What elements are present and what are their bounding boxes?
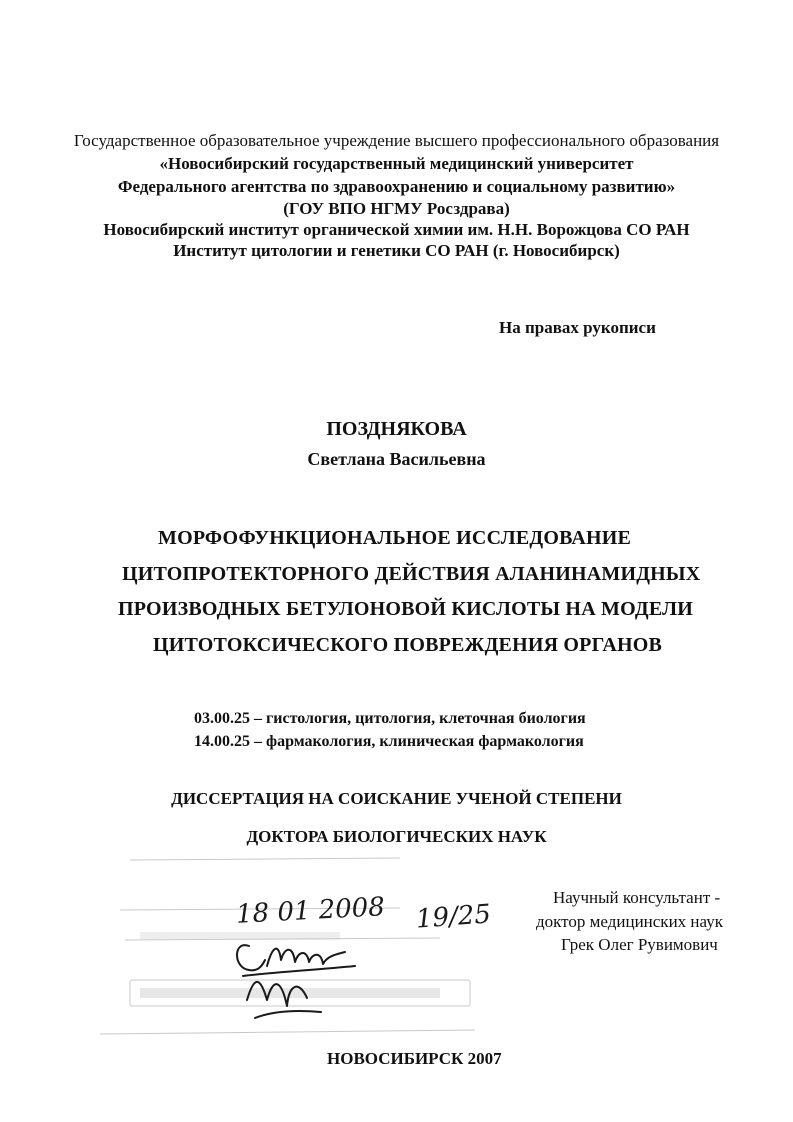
author-given-names: Светлана Васильевна xyxy=(307,449,486,469)
degree-line-1: ДИССЕРТАЦИЯ НА СОИСКАНИЕ УЧЕНОЙ СТЕПЕНИ xyxy=(171,789,622,808)
rights-note: На правах рукописи xyxy=(499,318,656,337)
handwritten-date: 18 01 2008 xyxy=(235,892,386,930)
title-line-4: ЦИТОТОКСИЧЕСКОГО ПОВРЕЖДЕНИЯ ОРГАНОВ xyxy=(153,634,663,656)
header-line-3: Федерального агентства по здравоохранению и социальному развитию» xyxy=(117,177,676,196)
consultant-degree: доктор медицинских наук xyxy=(536,912,723,931)
specialty-line-1: 03.00.25 – гистология, цитология, клеточная биология xyxy=(194,710,586,727)
degree-line-2: ДОКТОРА БИОЛОГИЧЕСКИХ НАУК xyxy=(246,827,547,846)
consultant-name: Грек Олег Рувимович xyxy=(561,935,718,954)
title-line-1: МОРФОФУНКЦИОНАЛЬНОЕ ИССЛЕДОВАНИЕ xyxy=(158,527,632,549)
header-line-6: Институт цитологии и генетики СО РАН (г. Новосибирск) xyxy=(173,241,620,260)
header-line-5: Новосибирский институт органической химии им. Н.Н. Ворожцова СО РАН xyxy=(103,220,690,239)
specialty-line-2: 14.00.25 – фармакология, клиническая фармакология xyxy=(194,733,584,750)
author-surname: ПОЗДНЯКОВА xyxy=(326,418,467,440)
handwritten-number: 19/25 xyxy=(415,899,492,935)
consultant-role: Научный консультант - xyxy=(553,888,721,907)
title-line-2: ЦИТОПРОТЕКТОРНОГО ДЕЙСТВИЯ АЛАНИНАМИДНЫХ xyxy=(122,563,701,585)
title-line-3: ПРОИЗВОДНЫХ БЕТУЛОНОВОЙ КИСЛОТЫ НА МОДЕЛИ xyxy=(118,598,693,620)
header-line-4: (ГОУ ВПО НГМУ Росздрава) xyxy=(283,199,510,218)
handwritten-signature xyxy=(215,880,385,1030)
city-year: НОВОСИБИРСК 2007 xyxy=(327,1049,502,1068)
header-line-2: «Новосибирский государственный медицинский университет xyxy=(159,154,634,173)
header-line-1: Государственное образовательное учреждение высшего профессионального образования xyxy=(73,131,720,150)
